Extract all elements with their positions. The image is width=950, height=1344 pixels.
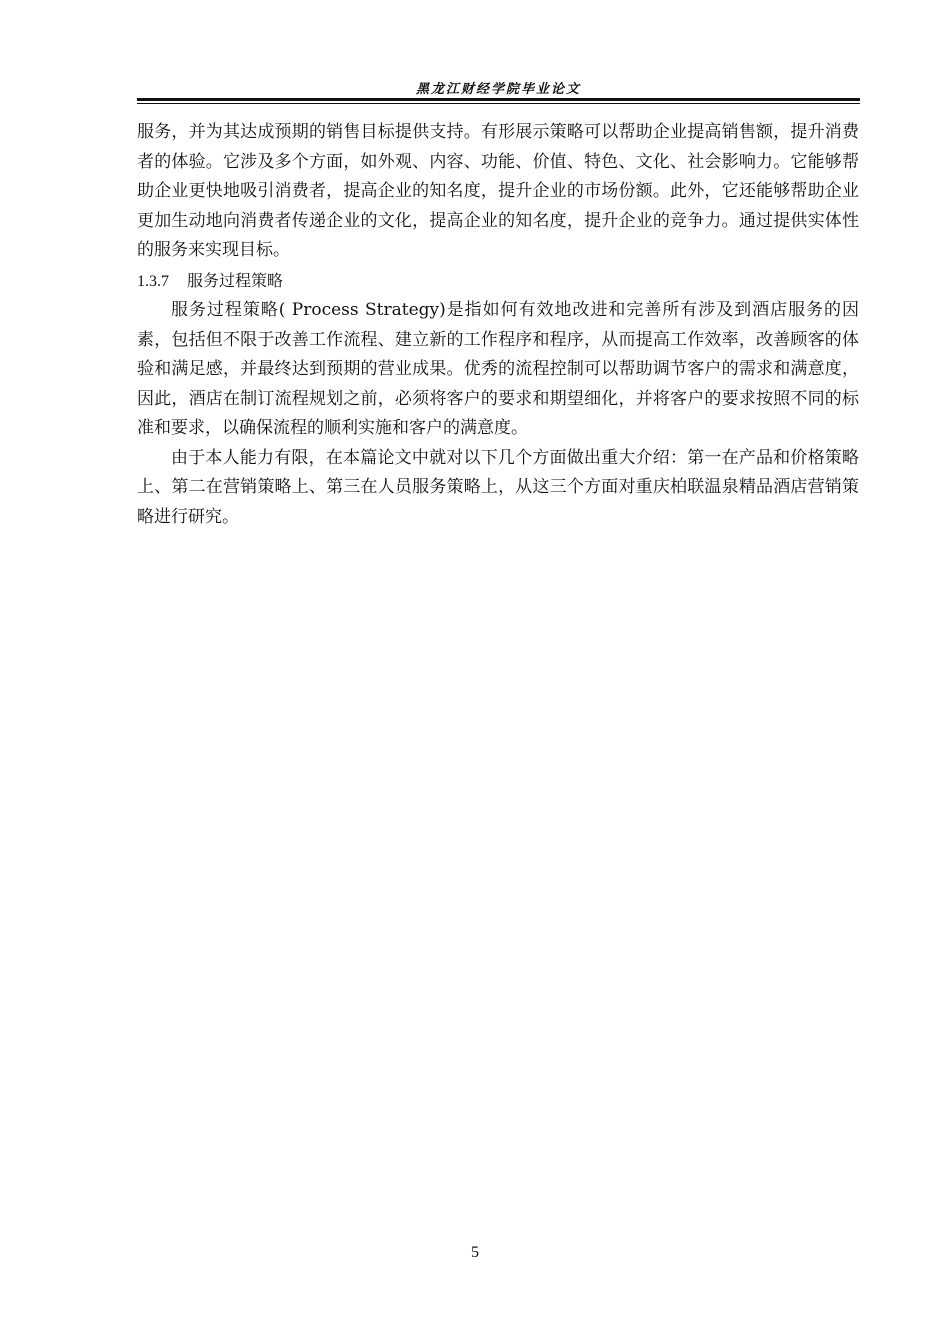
section-heading xyxy=(137,266,859,297)
header-rule-thin xyxy=(137,103,860,104)
running-header: 黑龙江财经学院毕业论文 xyxy=(415,82,581,97)
paragraph-process-strategy: 服务过程策略( Process Strategy)是指如何有效地改进和完善所有涉及到酒店服务的因素，包括但不限于改善工作流程、建立新的工作程序和程序，从而提高工作效率，改善顾客的体验和满足感，并最终达到预期的营业成果。优秀的流程控制可以帮助调节客户的需求和满意度，因此，酒店在制订流程规划之前，必须将客户的要求和期望细化，并将客户的要求按照不同的标准和要求，以确保流程的顺利实施和客户的满意度。 xyxy=(137,300,859,438)
header-rule-thick xyxy=(137,98,860,101)
page-number: 5 xyxy=(471,1244,479,1261)
body-text xyxy=(137,118,859,532)
paragraph-scope: 由于本人能力有限，在本篇论文中就对以下几个方面做出重大介绍：第一在产品和价格策略上、第二在营销策略上、第三在人员服务策略上，从这三个方面对重庆柏联温泉精品酒店营销策略进行研究。 xyxy=(137,447,859,527)
section-title: 服务过程策略 xyxy=(187,270,284,290)
section-number: 1.3.7 xyxy=(137,272,169,290)
paragraph-continued: 服务，并为其达成预期的销售目标提供支持。有形展示策略可以帮助企业提高销售额，提升消费者的体验。它涉及多个方面，如外观、内容、功能、价值、特色、文化、社会影响力。它能够帮助企业更快地吸引消费者，提高企业的知名度，提升企业的市场份额。此外，它还能够帮助企业更加生动地向消费者传递企业的文化，提高企业的知名度，提升企业的竞争力。通过提供实体性的服务来实现目标。 xyxy=(137,122,859,260)
